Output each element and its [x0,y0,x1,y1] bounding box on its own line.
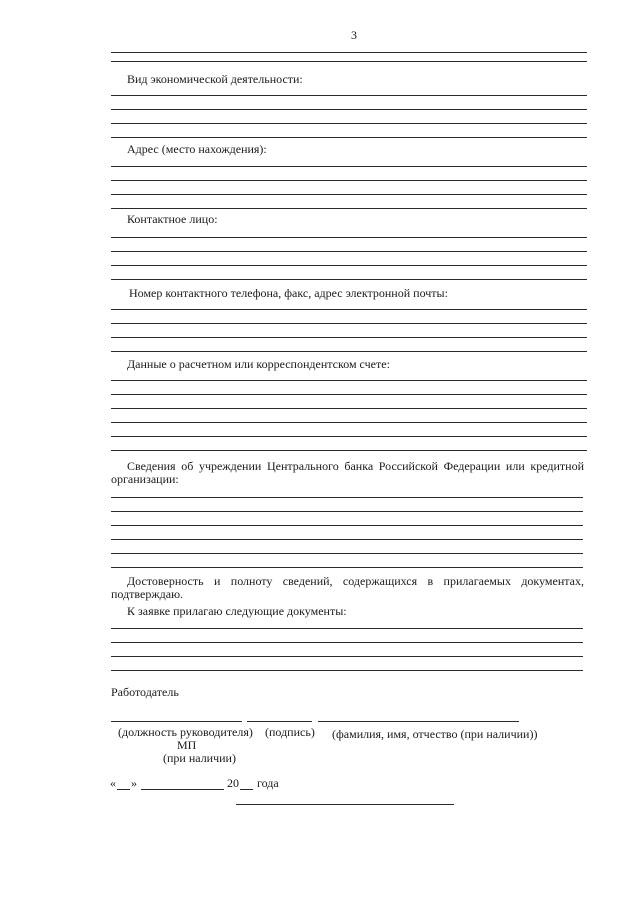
rule-line [111,656,583,657]
date-year-line [240,789,253,790]
rule-line [111,670,583,671]
position-caption: (должность руководителя) [118,725,253,739]
rule-line [111,166,587,167]
confirm-line1: Достоверность и полноту сведений, содержащихся в прилагаемых документах, [127,574,584,588]
rule-line [111,525,583,526]
rule-line [111,511,583,512]
rule-line [111,351,587,352]
sign-caption: (подпись) [265,725,315,739]
confirm-line2: подтверждаю. [111,587,184,601]
signature-line-position [111,721,242,722]
stamp-label: МП [177,738,197,752]
page-number: 3 [351,28,357,42]
rule-line [111,237,587,238]
stamp-note: (при наличии) [163,751,236,765]
rule-line [111,265,587,266]
rule-line [111,109,587,110]
rule-line [111,279,587,280]
signature-line-sign [247,721,312,722]
rule-line [111,642,583,643]
rule-line [111,567,583,568]
bank-label-line1: Сведения об учреждении Центрального банка Российской Федерации или кредитной [127,459,584,473]
rule-line [111,408,587,409]
rule-line [111,208,587,209]
rule-line [111,52,587,53]
date-open-quote: « [110,776,116,790]
bank-label-line2: организации: [111,472,179,486]
signature-line-name [318,721,519,722]
rule-line [111,61,587,62]
rule-line [111,251,587,252]
employer-label: Работодатель [111,685,179,699]
contact-label: Контактное лицо: [127,212,218,226]
attach-label: К заявке прилагаю следующие документы: [127,604,347,618]
date-month-line [141,789,224,790]
rule-line [111,95,587,96]
rule-line [111,337,587,338]
rule-line [111,323,587,324]
activity-label: Вид экономической деятельности: [127,72,303,86]
rule-line [111,380,587,381]
rule-line [111,422,587,423]
bottom-rule-line [236,804,454,805]
date-year-suffix: года [257,776,279,790]
rule-line [111,194,587,195]
date-close-quote: » [131,776,137,790]
rule-line [111,539,583,540]
rule-line [111,450,587,451]
rule-line [111,628,583,629]
rule-line [111,123,587,124]
account-label: Данные о расчетном или корреспондентском счете: [127,357,390,371]
rule-line [111,180,587,181]
rule-line [111,394,587,395]
date-day-line [117,789,130,790]
rule-line [111,137,587,138]
address-label: Адрес (место нахождения): [127,142,267,156]
rule-line [111,497,583,498]
rule-line [111,309,587,310]
rule-line [111,436,587,437]
date-year-prefix: 20 [227,776,239,790]
phone-label: Номер контактного телефона, факс, адрес электронной почты: [129,286,448,300]
name-caption: (фамилия, имя, отчество (при наличии)) [332,727,538,741]
rule-line [111,553,583,554]
